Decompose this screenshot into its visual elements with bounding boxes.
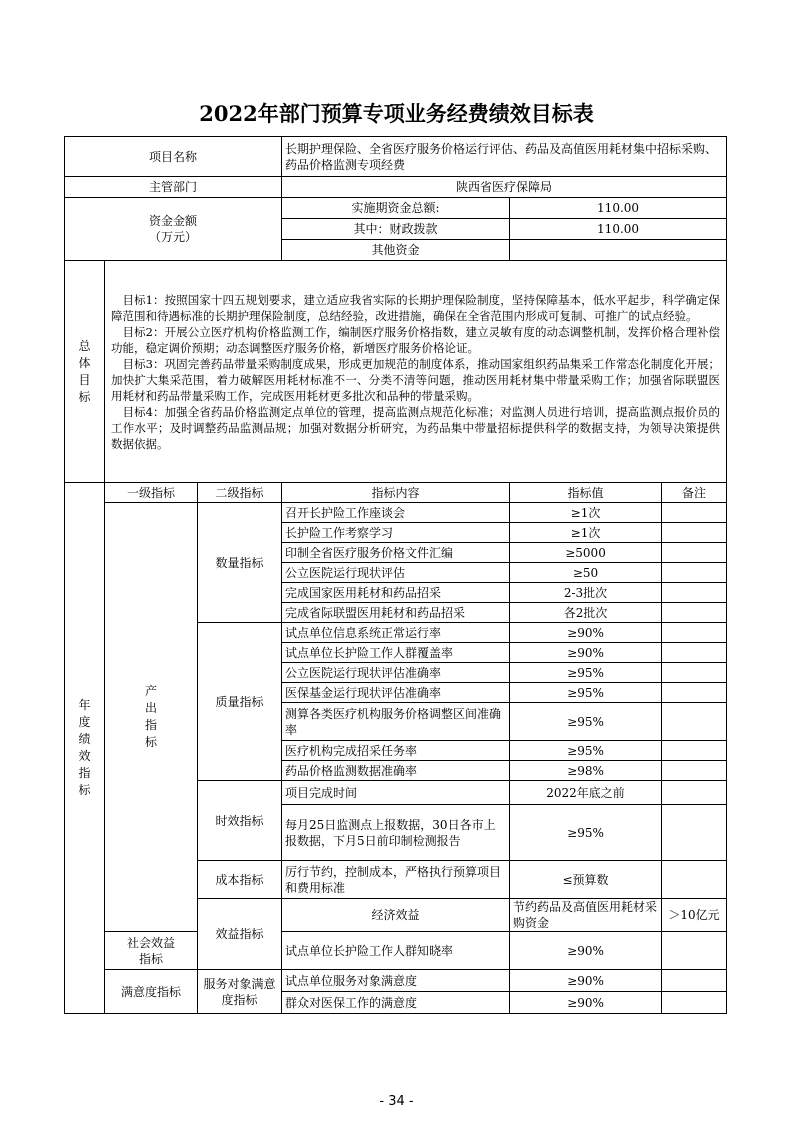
note-cell	[662, 503, 727, 523]
quantity-content: 公立医院运行现状评估	[282, 563, 510, 583]
quality-content: 试点单位信息系统正常运行率	[282, 623, 510, 643]
note-cell	[662, 643, 727, 663]
header-content: 指标内容	[282, 483, 510, 503]
note-cell	[662, 603, 727, 623]
quantity-content: 完成国家医用耗材和药品招采	[282, 583, 510, 603]
satisfaction-sub	[198, 970, 282, 1014]
funds-other-label: 其他资金	[282, 240, 510, 261]
page-title: 2022年部门预算专项业务经费绩效目标表	[199, 101, 594, 126]
quantity-value: ≥5000	[510, 543, 662, 563]
quality-content: 测算各类医疗机构服务价格调整区间准确率	[282, 703, 510, 741]
benefit-value: ≥90%	[510, 932, 662, 970]
note-cell	[662, 761, 727, 781]
quality-label: 质量指标	[198, 623, 282, 781]
quality-content: 公立医院运行现状评估准确率	[282, 663, 510, 683]
benefit-sub	[105, 932, 198, 970]
quality-value: ≥95%	[510, 663, 662, 683]
funds-total-label: 实施期资金总额:	[282, 198, 510, 219]
note-cell	[662, 992, 727, 1014]
quality-content: 医保基金运行现状评估准确率	[282, 683, 510, 703]
note-cell	[662, 583, 727, 603]
header-note: 备注	[662, 483, 727, 503]
note-cell	[662, 805, 727, 861]
benefit-content: 节约药品及高值医用耗材采购资金	[510, 899, 662, 932]
time-content: 项目完成时间	[282, 781, 510, 805]
time-content: 每月25日监测点上报数据，30日各市上报数据，下月5日前印制检测报告	[282, 805, 510, 861]
quantity-content: 召开长护险工作座谈会	[282, 503, 510, 523]
note-cell	[662, 683, 727, 703]
benefit-label: 效益指标	[198, 899, 282, 970]
benefit-sub: 经济效益	[282, 899, 510, 932]
cost-value: ≤预算数	[510, 861, 662, 899]
goal-3: 目标3：巩固完善药品带量采购制度成果，形成更加规范的制度体系，推动国家组织药品集采工作常态化制度化开展；加快扩大集采范围，着力破解医用耗材标准不一、分类不清等问题，推动医用耗材集中带量采购工作；加强省际联盟医用耗材和药品带量采购工作，完成医用耗材更多批次和品种的带量采购。	[111, 356, 721, 403]
cost-content: 厉行节约，控制成本，严格执行预算项目和费用标准	[282, 861, 510, 899]
note-cell	[662, 543, 727, 563]
output-label	[105, 503, 198, 932]
quality-content: 药品价格监测数据准确率	[282, 761, 510, 781]
note-cell	[662, 781, 727, 805]
satisfaction-label: 满意度指标	[105, 970, 198, 1014]
satisfaction-content: 试点单位服务对象满意度	[282, 970, 510, 992]
header-level2: 二级指标	[198, 483, 282, 503]
time-label: 时效指标	[198, 781, 282, 861]
goal-4: 目标4：加强全省药品价格监测定点单位的管理，提高监测点规范化标准；对监测人员进行培训，提高监测点报价员的工作水平；及时调整药品监测品规；加强对数据分析研究，为药品集中带量招标提供科学的数据支持，为领导决策提供数据依据。	[111, 404, 721, 451]
quantity-label: 数量指标	[198, 503, 282, 623]
funds-fiscal-label: 其中：财政拨款	[282, 219, 510, 240]
funds-label: 资金金额	[149, 214, 198, 228]
quantity-value: 各2批次	[510, 603, 662, 623]
satisfaction-sub-text: 服务对象满意度指标	[203, 976, 276, 1007]
quality-content: 试点单位长护险工作人群覆盖率	[282, 643, 510, 663]
output-label-text: 产出指标	[144, 684, 157, 749]
benefit-content: 试点单位长护险工作人群知晓率	[282, 932, 510, 970]
satisfaction-value: ≥90%	[510, 992, 662, 1014]
note-cell	[662, 861, 727, 899]
quantity-value: ≥1次	[510, 503, 662, 523]
quantity-value: ≥1次	[510, 523, 662, 543]
quantity-content: 长护险工作考察学习	[282, 523, 510, 543]
overall-goals-label	[65, 261, 105, 483]
benefit-sub-text: 社会效益指标	[126, 935, 175, 966]
performance-table	[64, 136, 727, 1014]
quality-value: ≥95%	[510, 741, 662, 761]
time-value: 2022年底之前	[510, 781, 662, 805]
funds-label-cell	[65, 198, 282, 261]
funds-fiscal-value: 110.00	[510, 219, 727, 240]
quantity-content: 完成省际联盟医用耗材和药品招采	[282, 603, 510, 623]
quantity-content: 印制全省医疗服务价格文件汇编	[282, 543, 510, 563]
project-name-label: 项目名称	[65, 137, 282, 177]
quality-value: ≥95%	[510, 703, 662, 741]
note-cell	[662, 523, 727, 543]
funds-total-value: 110.00	[510, 198, 727, 219]
goal-2: 目标2：开展公立医疗机构价格监测工作，编制医疗服务价格指数，建立灵敏有度的动态调整机制，发挥价格合理补偿功能，稳定调价预期；动态调整医疗服务价格，新增医疗服务价格论证。	[111, 324, 721, 355]
quality-content: 医疗机构完成招采任务率	[282, 741, 510, 761]
cost-label: 成本指标	[198, 861, 282, 899]
quality-value: ≥90%	[510, 643, 662, 663]
quantity-value: ≥50	[510, 563, 662, 583]
satisfaction-value: ≥90%	[510, 970, 662, 992]
quantity-value: 2-3批次	[510, 583, 662, 603]
annual-label	[65, 483, 105, 1014]
funds-other-value	[510, 240, 727, 261]
dept-label: 主管部门	[65, 177, 282, 198]
note-cell	[662, 932, 727, 970]
header-level1: 一级指标	[105, 483, 198, 503]
benefit-value: ＞10亿元	[662, 899, 727, 932]
note-cell	[662, 563, 727, 583]
overall-goals-label-text: 总体目标	[78, 338, 91, 404]
overall-goals	[105, 261, 727, 483]
funds-unit: （万元）	[149, 230, 198, 244]
dept-value: 陕西省医疗保障局	[282, 177, 727, 198]
time-value: ≥95%	[510, 805, 662, 861]
note-cell	[662, 663, 727, 683]
page-number: - 34 -	[379, 1094, 414, 1109]
satisfaction-content: 群众对医保工作的满意度	[282, 992, 510, 1014]
quality-value: ≥90%	[510, 623, 662, 643]
note-cell	[662, 741, 727, 761]
goal-1: 目标1：按照国家十四五规划要求，建立适应我省实际的长期护理保险制度，坚持保障基本，低水平起步，科学确定保障范围和待遇标准的长期护理保险制度，总结经验，改进措施，确保在全省范围内形成可复制、可推广的试点经验。	[111, 292, 721, 323]
note-cell	[662, 623, 727, 643]
quality-value: ≥98%	[510, 761, 662, 781]
project-name-value: 长期护理保险、全省医疗服务价格运行评估、药品及高值医用耗材集中招标采购、药品价格监测专项经费	[282, 137, 727, 177]
note-cell	[662, 703, 727, 741]
quality-value: ≥95%	[510, 683, 662, 703]
note-cell	[662, 970, 727, 992]
annual-label-text: 年度绩效指标	[78, 698, 91, 797]
header-value: 指标值	[510, 483, 662, 503]
